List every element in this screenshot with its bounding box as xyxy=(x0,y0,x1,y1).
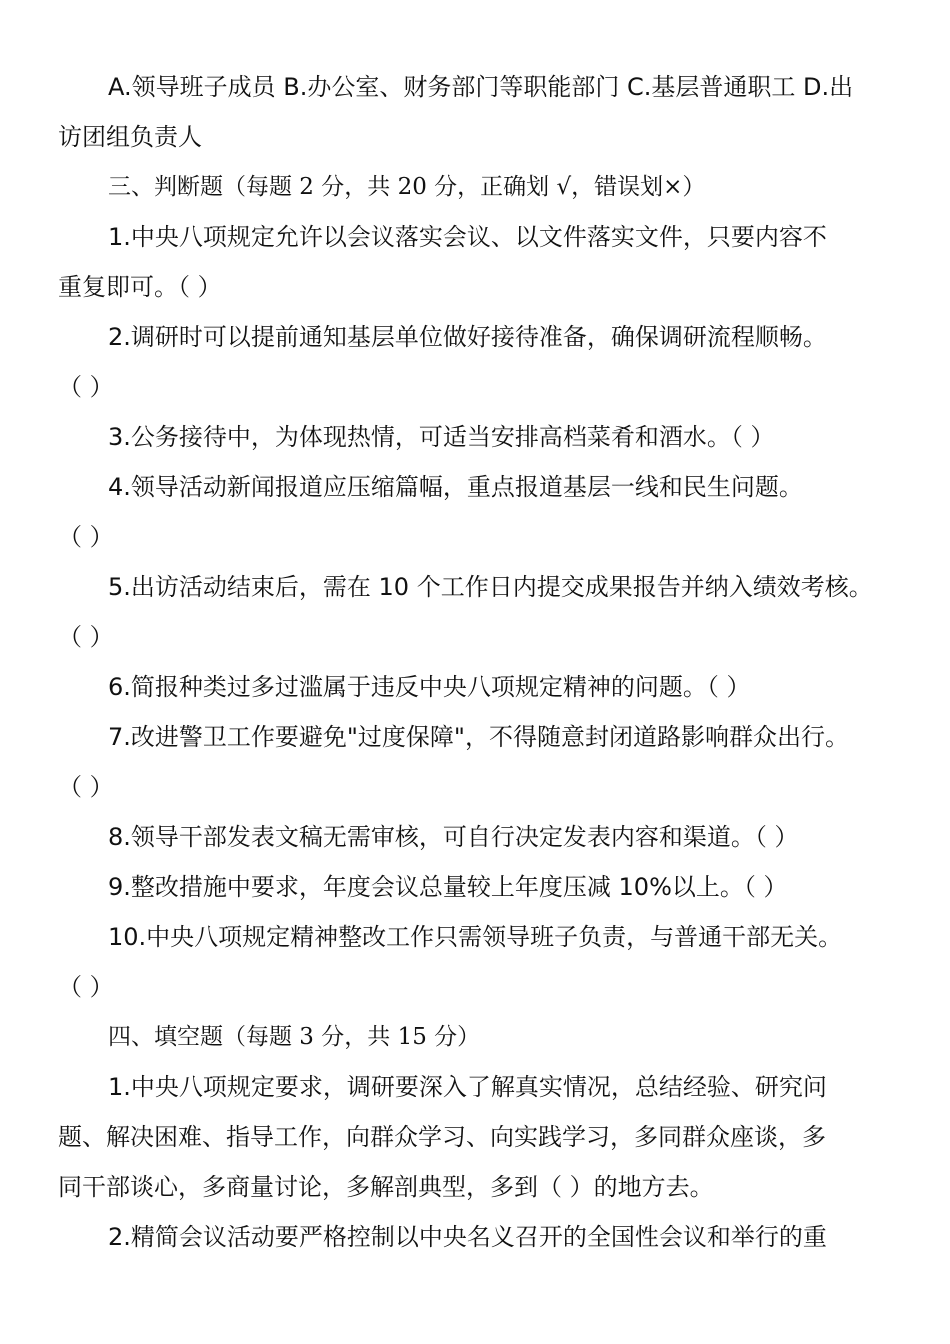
judgement-q9: 9.整改措施中要求，年度会议总量较上年度压减 10%以上。（ ） xyxy=(108,873,788,901)
document-page xyxy=(58,62,898,1322)
judgement-q5-cont: （ ） xyxy=(58,623,114,651)
judgement-q4: 4.领导活动新闻报道应压缩篇幅，重点报道基层一线和民生问题。 xyxy=(108,473,803,501)
judgement-q4-cont: （ ） xyxy=(58,523,114,551)
fill-blank-q1: 1.中央八项规定要求，调研要深入了解真实情况，总结经验、研究问 xyxy=(108,1073,827,1101)
fill-blank-q1-cont: 题、解决困难、指导工作，向群众学习、向实践学习，多同群众座谈，多 xyxy=(58,1123,826,1151)
judgement-q10-cont: （ ） xyxy=(58,973,114,1001)
fill-blank-q1-cont2: 同干部谈心，多商量讨论，多解剖典型，多到（ ）的地方去。 xyxy=(58,1173,714,1201)
judgement-q7: 7.改进警卫工作要避免"过度保障"，不得随意封闭道路影响群众出行。 xyxy=(108,723,849,751)
judgement-q1-cont: 重复即可。（ ） xyxy=(58,273,222,301)
judgement-q2: 2.调研时可以提前通知基层单位做好接待准备，确保调研流程顺畅。 xyxy=(108,323,827,351)
fill-blank-q2: 2.精简会议活动要严格控制以中央名义召开的全国性会议和举行的重 xyxy=(108,1223,827,1251)
judgement-q6: 6.简报种类过多过滥属于违反中央八项规定精神的问题。（ ） xyxy=(108,673,751,701)
q-option-line: A.领导班子成员 B.办公室、财务部门等职能部门 C.基层普通职工 D.出 xyxy=(108,73,854,101)
section-heading-fill-blank: 四、填空题（每题 3 分，共 15 分） xyxy=(108,1024,481,1050)
judgement-q1: 1.中央八项规定允许以会议落实会议、以文件落实文件，只要内容不 xyxy=(108,223,827,251)
q-option-line-cont: 访团组负责人 xyxy=(58,123,202,151)
section-heading-judgement: 三、判断题（每题 2 分，共 20 分，正确划 √，错误划×） xyxy=(108,174,706,200)
judgement-q7-cont: （ ） xyxy=(58,773,114,801)
judgement-q3: 3.公务接待中，为体现热情，可适当安排高档菜肴和酒水。（ ） xyxy=(108,423,775,451)
judgement-q10: 10.中央八项规定精神整改工作只需领导班子负责，与普通干部无关。 xyxy=(108,923,843,951)
judgement-q5: 5.出访活动结束后，需在 10 个工作日内提交成果报告并纳入绩效考核。 xyxy=(108,573,873,601)
judgement-q2-cont: （ ） xyxy=(58,373,114,401)
judgement-q8: 8.领导干部发表文稿无需审核，可自行决定发表内容和渠道。（ ） xyxy=(108,823,799,851)
